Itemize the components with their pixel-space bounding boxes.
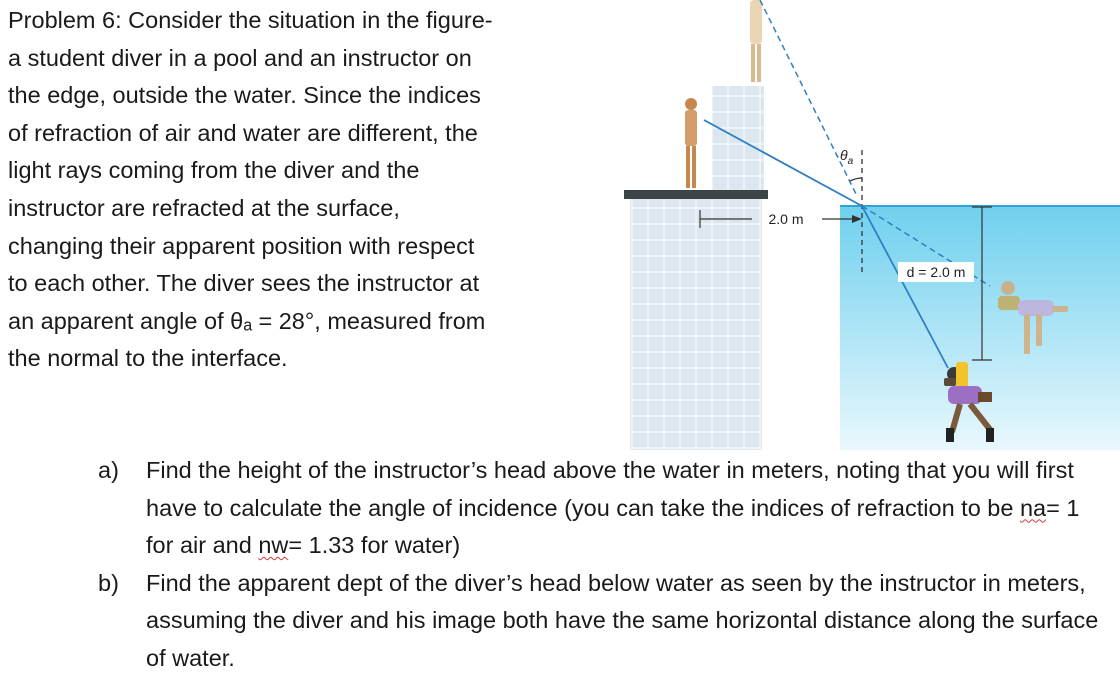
distance-label: 2.0 m xyxy=(768,211,804,227)
apparent-ray xyxy=(760,0,857,196)
problem-line: an apparent angle of θₐ = 28°, measured from xyxy=(8,307,486,334)
problem-line: instructor are refracted at the surface, xyxy=(8,194,400,221)
part-a-text: Find the height of the instructor’s head above the water in meters, noting that you will first have to calculate the angle of incidence (you can take the indices of refraction to be na= 1 for air and nw= 1.33 for water) xyxy=(146,457,1080,559)
instructor-figure xyxy=(750,0,762,82)
angle-label: $\theta_a$ xyxy=(840,147,854,167)
angle-arc xyxy=(850,178,862,181)
problem-line: the edge, outside the water. Since the indices xyxy=(8,82,481,109)
problem-line: changing their apparent position with respect xyxy=(8,232,475,259)
part-b xyxy=(98,565,1108,678)
problem-statement xyxy=(8,2,608,378)
question-parts xyxy=(98,452,1108,678)
diving-tower xyxy=(712,86,764,194)
n-water-symbol: nw xyxy=(258,532,289,559)
part-a-label: a) xyxy=(98,457,119,483)
problem-line: a student diver in a pool and an instructor on xyxy=(8,44,472,71)
problem-line: to each other. The diver sees the instructor at xyxy=(8,270,480,297)
depth-label: d = 2.0 m xyxy=(906,264,966,280)
pool-wall xyxy=(630,198,762,450)
pool-figure xyxy=(600,0,1120,450)
problem-line: Problem 6: Consider the situation in the figure- xyxy=(8,7,493,33)
student-figure xyxy=(685,98,697,188)
problem-line: light rays coming from the diver and the xyxy=(8,157,420,184)
n-air-symbol: na xyxy=(1019,494,1047,521)
part-b-label: b) xyxy=(98,569,119,596)
problem-line: the normal to the interface. xyxy=(8,345,288,372)
pool-deck xyxy=(624,190,768,199)
problem-line: of refraction of air and water are different, the xyxy=(8,119,478,146)
part-a xyxy=(98,452,1108,565)
part-b-text: Find the apparent dept of the diver’s head below water as seen by the instructor in meters, assuming the diver and his image both have the same horizontal distance along the surface of water. xyxy=(146,569,1099,671)
